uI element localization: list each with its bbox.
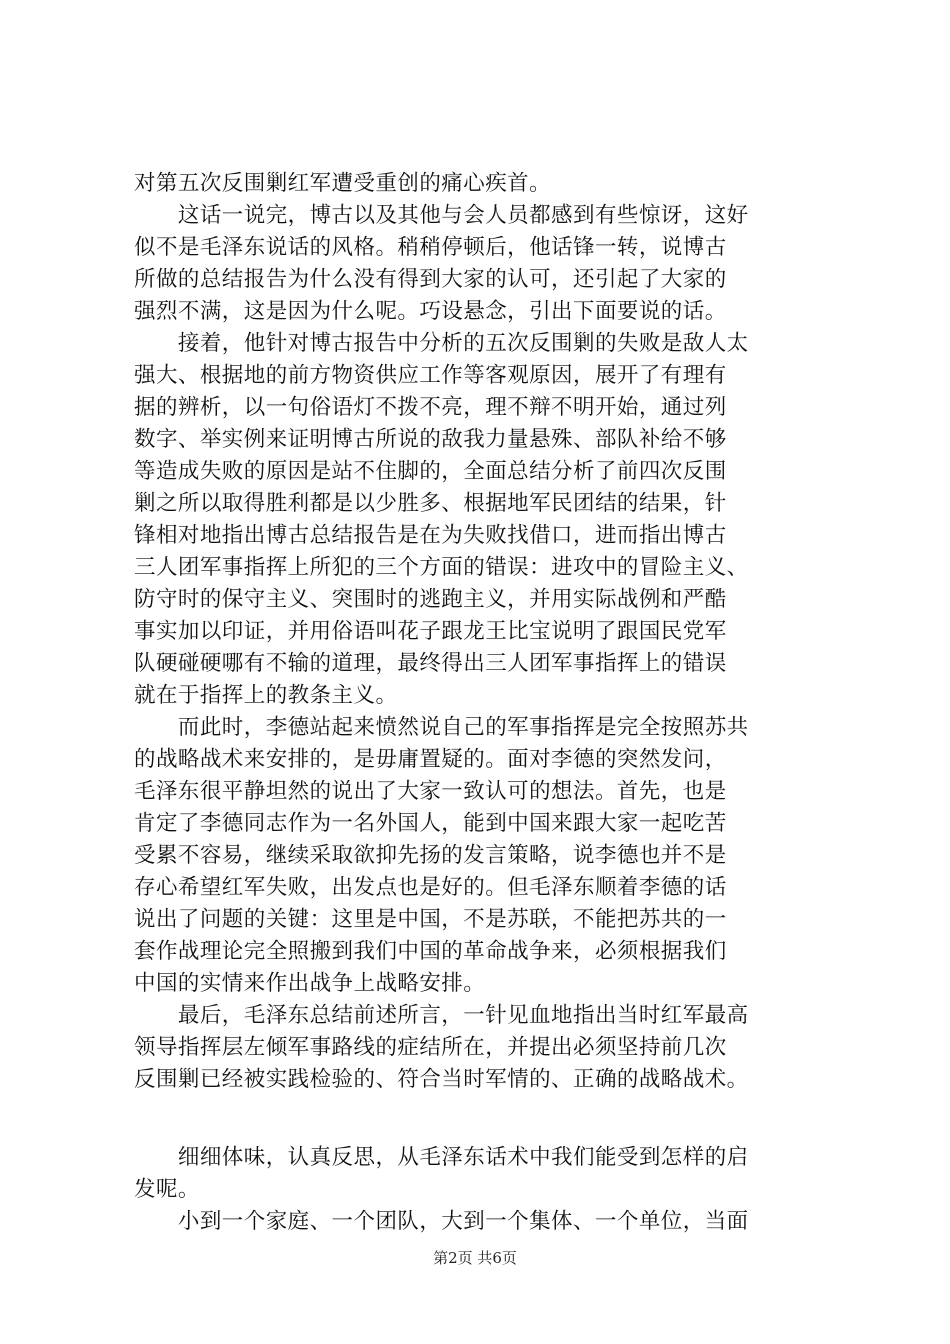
text-line: 据的辨析，以一句俗语灯不拨不亮，理不辩不明开始，通过列: [134, 395, 727, 420]
page-number-footer: 第2页 共6页: [433, 1249, 517, 1267]
text-line: 这话一说完，博古以及其他与会人员都感到有些惊讶，这好: [134, 203, 749, 228]
text-line: 套作战理论完全照搬到我们中国的革命战争来，必须根据我们: [134, 939, 727, 964]
text-line: 强大、根据地的前方物资供应工作等客观原因，展开了有理有: [134, 363, 727, 388]
text-line: 中国的实情来作出战争上战略安排。: [134, 971, 486, 996]
text-line: 防守时的保守主义、突围时的逃跑主义，并用实际战例和严酷: [134, 587, 727, 612]
body-text: [134, 168, 834, 1238]
text-line: 事实加以印证，并用俗语叫花子跟龙王比宝说明了跟国民党军: [134, 619, 727, 644]
paragraph-group-main: [134, 168, 834, 1096]
text-line: 数字、举实例来证明博古所说的敌我力量悬殊、部队补给不够: [134, 427, 727, 452]
paragraph-spacer: [134, 1096, 834, 1142]
text-line: 队硬碰硬哪有不输的道理，最终得出三人团军事指挥上的错误: [134, 651, 727, 676]
text-line: 发呢。: [134, 1177, 200, 1202]
text-line: 强烈不满，这是因为什么呢。巧设悬念，引出下面要说的话。: [134, 299, 727, 324]
text-line: 肯定了李德同志作为一名外国人，能到中国来跟大家一起吃苦: [134, 811, 727, 836]
text-line: 毛泽东很平静坦然的说出了大家一致认可的想法。首先，也是: [134, 779, 727, 804]
text-line: 领导指挥层左倾军事路线的症结所在，并提出必须坚持前几次: [134, 1035, 727, 1060]
text-line: 存心希望红军失败，出发点也是好的。但毛泽东顺着李德的话: [134, 875, 727, 900]
text-line: 说出了问题的关键：这里是中国，不是苏联，不能把苏共的一: [134, 907, 727, 932]
text-line: 等造成失败的原因是站不住脚的，全面总结分析了前四次反围: [134, 459, 727, 484]
text-line: 反围剿已经被实践检验的、符合当时军情的、正确的战略战术。: [134, 1067, 749, 1092]
text-line: 小到一个家庭、一个团队，大到一个集体、一个单位，当面: [134, 1209, 749, 1234]
text-line: 的战略战术来安排的，是毋庸置疑的。面对李德的突然发问，: [134, 747, 727, 772]
text-line: 而此时，李德站起来愤然说自己的军事指挥是完全按照苏共: [134, 715, 749, 740]
text-line: 就在于指挥上的教条主义。: [134, 683, 398, 708]
text-line: 剿之所以取得胜利都是以少胜多、根据地军民团结的结果，针: [134, 491, 727, 516]
text-line: 接着，他针对博古报告中分析的五次反围剿的失败是敌人太: [134, 331, 749, 356]
paragraph-group-closing: [134, 1142, 834, 1238]
text-line: 三人团军事指挥上所犯的三个方面的错误：进攻中的冒险主义、: [134, 555, 749, 580]
text-line: 对第五次反围剿红军遭受重创的痛心疾首。: [134, 171, 552, 196]
text-line: 锋相对地指出博古总结报告是在为失败找借口，进而指出博古: [134, 523, 727, 548]
text-line: 细细体味，认真反思，从毛泽东话术中我们能受到怎样的启: [134, 1145, 749, 1170]
text-line: 最后，毛泽东总结前述所言，一针见血地指出当时红军最高: [134, 1003, 749, 1028]
text-line: 似不是毛泽东说话的风格。稍稍停顿后，他话锋一转，说博古: [134, 235, 727, 260]
text-line: 所做的总结报告为什么没有得到大家的认可，还引起了大家的: [134, 267, 727, 292]
text-line: 受累不容易，继续采取欲抑先扬的发言策略，说李德也并不是: [134, 843, 727, 868]
